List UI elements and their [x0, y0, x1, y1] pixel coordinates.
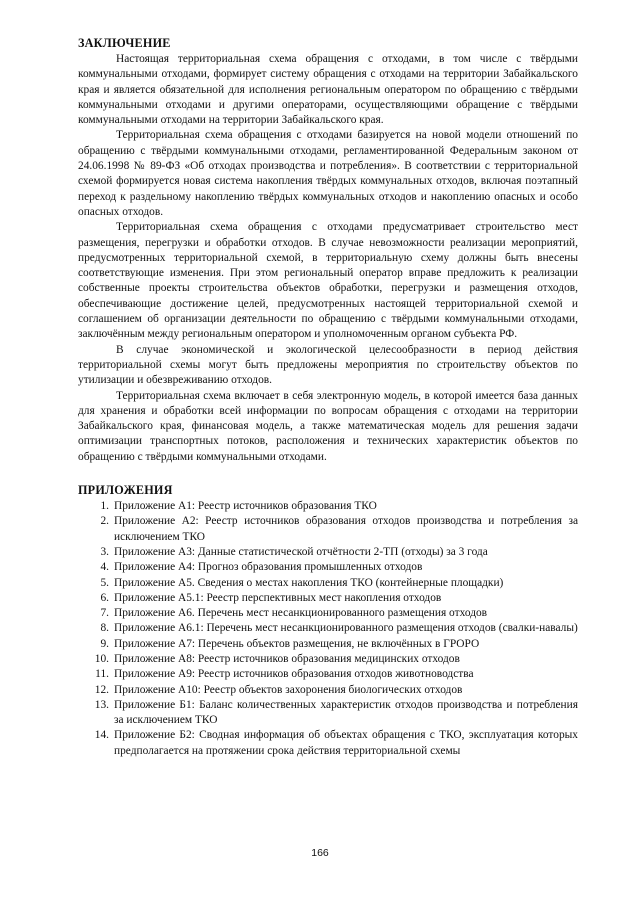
list-item [78, 698, 578, 729]
list-item [78, 499, 578, 514]
list-item-number: 11. [95, 668, 109, 681]
page-number: 166 [311, 847, 329, 859]
list-item [78, 621, 578, 636]
appendices-list [78, 499, 578, 759]
list-item [78, 637, 578, 652]
list-item-text: Приложение А7: Перечень объектов размещения, не включённых в ГРОРО [114, 637, 480, 650]
list-item-number: 13. [94, 698, 109, 711]
section-spacer [78, 465, 578, 483]
conclusion-paragraph: Территориальная схема обращения с отходами базируется на новой модели отношений по обращению с твёрдыми коммунальными отходами, регламентированной Федеральным законом от 24.06.1998 № 89-ФЗ «Об отходах производства и потребления». В соответствии с территориальной схемой формируется новая система накопления твёрдых коммунальных отходов, включая поэтапный переход к раздельному накоплению твёрдых коммунальных отходов и накоплению опасных и особо опасных отходов. [78, 129, 578, 218]
list-item-text: Приложение А5.1: Реестр перспективных мест накопления отходов [114, 591, 442, 604]
list-item-number: 9. [100, 637, 109, 650]
list-item-text: Приложение А1: Реестр источников образования ТКО [114, 500, 377, 513]
list-item-text: Приложение А10: Реестр объектов захоронения биологических отходов [114, 683, 463, 696]
list-item [78, 652, 578, 667]
list-item-text: Приложение Б1: Баланс количественных характеристик отходов производства и потребления за исключением ТКО [114, 698, 578, 727]
list-item [78, 683, 578, 698]
list-item-number: 4. [100, 561, 109, 574]
list-item [78, 728, 578, 759]
list-item-number: 8. [100, 622, 109, 635]
list-item-number: 3. [100, 545, 109, 558]
list-item-text: Приложение А2: Реестр источников образования отходов производства и потребления за исключением ТКО [114, 515, 578, 543]
appendices-heading: ПРИЛОЖЕНИЯ [78, 483, 173, 498]
conclusion-paragraph: В случае экономической и экологической целесообразности в период действия территориальной схемы могут быть предложены мероприятия по строительству объектов по утилизации и обезвреживанию отходов. [78, 343, 578, 387]
list-item [78, 667, 578, 682]
list-item [78, 560, 578, 575]
list-item [78, 576, 578, 591]
list-item-number: 10. [94, 652, 109, 665]
conclusion-heading: ЗАКЛЮЧЕНИЕ [78, 36, 171, 50]
list-item-text: Приложение А9: Реестр источников образования отходов животноводства [114, 668, 474, 681]
list-item-number: 12. [94, 683, 109, 696]
conclusion-paragraph: Настоящая территориальная схема обращения с отходами, в том числе с твёрдыми коммунальными отходами, формирует систему обращения с отходами на территории Забайкальского края и является обязательной для исполнения региональным оператором по обращению с твёрдыми коммунальными отходами и другими операторами, осуществляющими обращение с твёрдыми коммунальными отходами на территории Забайкальского края. [78, 53, 578, 127]
list-item-text: Приложение А6. Перечень мест несанкционированного размещения отходов [114, 607, 488, 620]
list-item-text: Приложение А4: Прогноз образования промышленных отходов [114, 561, 423, 574]
list-item [78, 591, 578, 606]
list-item-text: Приложение А8: Реестр источников образования медицинских отходов [114, 652, 460, 665]
list-item-text: Приложение А6.1: Перечень мест несанкционированного размещения отходов (свалки-навалы) [114, 622, 578, 635]
list-item-text: Приложение А5. Сведения о местах накопления ТКО (контейнерные площадки) [114, 576, 504, 589]
list-item-number: 5. [100, 576, 109, 589]
conclusion-paragraph: Территориальная схема обращения с отходами предусматривает строительство мест размещения, перегрузки и обработки отходов. В случае невозможности реализации мероприятий, предусмотренных территориальной схемой, в территориальную схему должны быть внесены соответствующие изменения. При этом региональный оператор вправе предложить к реализации собственные проекты строительства объектов обработки, перегрузки и размещения отходов, обеспечивающие достижение целей, предусмотренных настоящей территориальной схемой и соглашением об организации деятельности по обращению с твёрдыми коммунальными отходами, заключённым между региональным оператором и уполномоченным органом субъекта РФ. [78, 221, 578, 341]
list-item-number: 2. [100, 515, 109, 528]
conclusion-paragraph: Территориальная схема включает в себя электронную модель, в которой имеется база данных для хранения и обработки всей информации по вопросам обращения с отходами на территории Забайкальского края, финансовая модель, а также математическая модель для решения задачи оптимизации транспортных потоков, расположения и технических характеристик объектов по обращению с твёрдыми коммунальными отходами. [78, 389, 578, 463]
list-item [78, 514, 578, 545]
conclusion-body [78, 52, 578, 465]
list-item-number: 7. [100, 607, 109, 620]
list-item-number: 14. [94, 729, 109, 742]
list-item-text: Приложение Б2: Сводная информация об объектах обращения с ТКО, эксплуатация которых предполагается на протяжении срока действия территориальной схемы [114, 729, 578, 757]
list-item-number: 6. [100, 591, 109, 604]
list-item-number: 1. [100, 500, 109, 513]
list-item [78, 545, 578, 560]
list-item [78, 606, 578, 621]
list-item-text: Приложение А3: Данные статистической отчётности 2-ТП (отходы) за 3 года [114, 545, 488, 558]
